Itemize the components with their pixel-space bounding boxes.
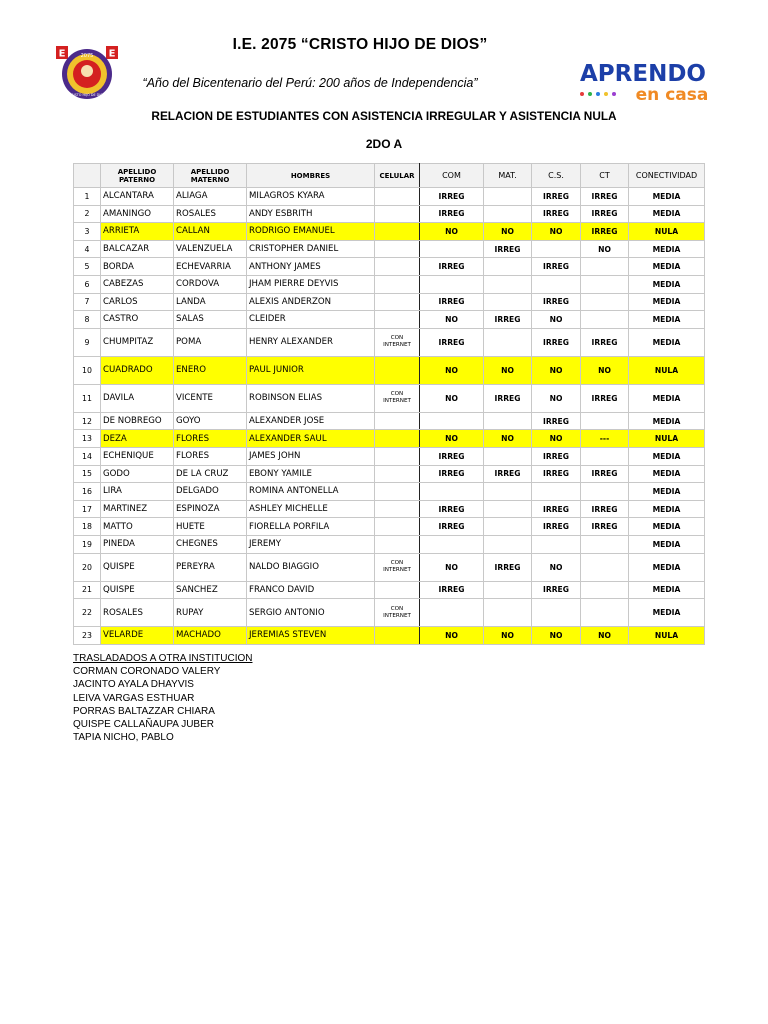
apellido-paterno-cell: QUISPE [101,553,174,581]
row-number: 8 [74,311,101,329]
conectividad-cell: NULA [629,430,705,448]
hombres-cell: PAUL JUNIOR [247,356,375,384]
cs-cell: IRREG [532,328,581,356]
com-cell: NO [420,627,484,645]
celular-cell [375,627,420,645]
cs-cell: IRREG [532,500,581,518]
table-row [74,311,705,329]
row-number: 11 [74,384,101,412]
col-cs: C.S. [532,164,581,188]
table-row [74,328,705,356]
celular-cell [375,188,420,206]
col-mat: MAT. [484,164,532,188]
conectividad-cell: MEDIA [629,293,705,311]
ct-cell: IRREG [581,328,629,356]
celular-cell [375,483,420,501]
row-number: 15 [74,465,101,483]
row-number: 23 [74,627,101,645]
hombres-cell: NALDO BIAGGIO [247,553,375,581]
conectividad-cell: MEDIA [629,258,705,276]
celular-cell: CON INTERNET [375,599,420,627]
com-cell: IRREG [420,188,484,206]
celular-cell [375,240,420,258]
conectividad-cell: MEDIA [629,412,705,430]
transfer-name: JACINTO AYALA DHAYVIS [73,679,194,691]
com-cell: NO [420,430,484,448]
conectividad-cell: NULA [629,627,705,645]
ct-cell [581,447,629,465]
celular-cell [375,581,420,599]
conectividad-cell: MEDIA [629,553,705,581]
school-title: I.E. 2075 “CRISTO HIJO DE DIOS” [232,36,488,53]
hombres-cell: ANDY ESBRITH [247,205,375,223]
conectividad-cell: MEDIA [629,205,705,223]
apellido-paterno-cell: ARRIETA [101,223,174,241]
cs-cell: IRREG [532,188,581,206]
table-row [74,240,705,258]
conectividad-cell: MEDIA [629,275,705,293]
ct-cell: NO [581,356,629,384]
cs-cell: IRREG [532,258,581,276]
com-cell: NO [420,223,484,241]
mat-cell: IRREG [484,311,532,329]
ct-cell: IRREG [581,223,629,241]
table-row [74,599,705,627]
apellido-materno-cell: MACHADO [174,627,247,645]
mat-cell [484,258,532,276]
col-ct: CT [581,164,629,188]
celular-cell [375,258,420,276]
com-cell: NO [420,553,484,581]
apellido-paterno-cell: CHUMPITAZ [101,328,174,356]
mat-cell [484,188,532,206]
mat-cell [484,447,532,465]
row-number: 18 [74,518,101,536]
cs-cell: NO [532,356,581,384]
table-row [74,627,705,645]
ct-cell [581,581,629,599]
mat-cell [484,535,532,553]
table-row [74,581,705,599]
com-cell: IRREG [420,500,484,518]
crest-letter-left: E [58,48,66,60]
cs-cell: IRREG [532,412,581,430]
apellido-paterno-cell: AMANINGO [101,205,174,223]
apellido-materno-cell: FLORES [174,430,247,448]
crest-year: 2075 [80,53,94,59]
hombres-cell: JEREMY [247,535,375,553]
apellido-materno-cell: DELGADO [174,483,247,501]
table-row [74,293,705,311]
apellido-paterno-cell: BALCAZAR [101,240,174,258]
conectividad-cell: MEDIA [629,599,705,627]
mat-cell [484,275,532,293]
conectividad-cell: NULA [629,223,705,241]
mat-cell [484,500,532,518]
hombres-cell: ASHLEY MICHELLE [247,500,375,518]
apellido-paterno-cell: CUADRADO [101,356,174,384]
apellido-materno-cell: FLORES [174,447,247,465]
apellido-materno-cell: POMA [174,328,247,356]
logo-top-text: APRENDO [580,61,706,87]
com-cell: NO [420,356,484,384]
apellido-materno-cell: GOYO [174,412,247,430]
ct-cell [581,483,629,501]
ct-cell [581,553,629,581]
apellido-materno-cell: ROSALES [174,205,247,223]
mat-cell: NO [484,356,532,384]
apellido-materno-cell: RUPAY [174,599,247,627]
ct-cell [581,258,629,276]
ct-cell [581,535,629,553]
ct-cell [581,599,629,627]
table-row [74,500,705,518]
apellido-materno-cell: ENERO [174,356,247,384]
table-row [74,223,705,241]
col-hombres: HOMBRES [247,164,375,188]
transfer-name: QUISPE CALLAÑAUPA JUBER [73,719,214,731]
conectividad-cell: MEDIA [629,465,705,483]
celular-cell [375,412,420,430]
apellido-materno-cell: VICENTE [174,384,247,412]
conectividad-cell: MEDIA [629,483,705,501]
conectividad-cell: MEDIA [629,447,705,465]
row-number: 17 [74,500,101,518]
row-number: 16 [74,483,101,501]
ct-cell [581,311,629,329]
hombres-cell: HENRY ALEXANDER [247,328,375,356]
conectividad-cell: MEDIA [629,384,705,412]
conectividad-cell: MEDIA [629,240,705,258]
hombres-cell: RODRIGO EMANUEL [247,223,375,241]
celular-cell [375,293,420,311]
ct-cell: NO [581,240,629,258]
hombres-cell: FIORELLA PORFILA [247,518,375,536]
celular-cell: CON INTERNET [375,328,420,356]
com-cell [420,599,484,627]
celular-cell [375,205,420,223]
table-row [74,483,705,501]
apellido-materno-cell: SALAS [174,311,247,329]
transfers-section [73,652,373,744]
apellido-materno-cell: VALENZUELA [174,240,247,258]
hombres-cell: CLEIDER [247,311,375,329]
ct-cell [581,275,629,293]
table-row [74,447,705,465]
table-row [74,356,705,384]
conectividad-cell: MEDIA [629,518,705,536]
apellido-paterno-cell: PINEDA [101,535,174,553]
hombres-cell: ROMINA ANTONELLA [247,483,375,501]
mat-cell [484,293,532,311]
apellido-materno-cell: DE LA CRUZ [174,465,247,483]
row-number: 6 [74,275,101,293]
com-cell [420,412,484,430]
ct-cell [581,293,629,311]
row-number: 22 [74,599,101,627]
cs-cell [532,275,581,293]
row-number: 14 [74,447,101,465]
table-row [74,412,705,430]
mat-cell: IRREG [484,384,532,412]
com-cell [420,275,484,293]
hombres-cell: JAMES JOHN [247,447,375,465]
cs-cell: NO [532,553,581,581]
row-number: 21 [74,581,101,599]
apellido-materno-cell: CORDOVA [174,275,247,293]
mat-cell: NO [484,430,532,448]
hombres-cell: ALEXIS ANDERZON [247,293,375,311]
table-row [74,465,705,483]
ct-cell: --- [581,430,629,448]
com-cell [420,483,484,501]
celular-cell [375,535,420,553]
table-row [74,258,705,276]
row-number: 2 [74,205,101,223]
celular-cell: CON INTERNET [375,553,420,581]
apellido-materno-cell: SANCHEZ [174,581,247,599]
com-cell: NO [420,311,484,329]
conectividad-cell: MEDIA [629,188,705,206]
com-cell: IRREG [420,205,484,223]
mat-cell [484,599,532,627]
school-crest-icon [54,44,120,102]
apellido-materno-cell: HUETE [174,518,247,536]
table-row [74,553,705,581]
celular-cell: CON INTERNET [375,384,420,412]
apellido-paterno-cell: CASTRO [101,311,174,329]
apellido-materno-cell: PEREYRA [174,553,247,581]
ct-cell [581,412,629,430]
com-cell: IRREG [420,328,484,356]
apellido-paterno-cell: BORDA [101,258,174,276]
attendance-table [73,163,705,645]
hombres-cell: ALEXANDER JOSE [247,412,375,430]
row-number: 5 [74,258,101,276]
cs-cell: IRREG [532,518,581,536]
table-row [74,384,705,412]
cs-cell: NO [532,311,581,329]
logo-bottom-text: en casa [635,85,709,102]
apellido-materno-cell: LANDA [174,293,247,311]
transfers-title: TRASLADADOS A OTRA INSTITUCION [73,653,253,664]
apellido-paterno-cell: LIRA [101,483,174,501]
mat-cell [484,483,532,501]
hombres-cell: FRANCO DAVID [247,581,375,599]
conectividad-cell: NULA [629,356,705,384]
table-body [74,188,705,645]
transfer-name: LEIVA VARGAS ESTHUAR [73,692,195,704]
apellido-paterno-cell: DEZA [101,430,174,448]
apellido-paterno-cell: CABEZAS [101,275,174,293]
transfer-name: TAPIA NICHO, PABLO [73,732,174,744]
col-conectividad: CONECTIVIDAD [629,164,705,188]
cs-cell: IRREG [532,447,581,465]
cs-cell: NO [532,627,581,645]
conectividad-cell: MEDIA [629,581,705,599]
apellido-paterno-cell: ALCANTARA [101,188,174,206]
cs-cell: IRREG [532,293,581,311]
mat-cell [484,205,532,223]
row-number: 1 [74,188,101,206]
conectividad-cell: MEDIA [629,535,705,553]
com-cell: NO [420,384,484,412]
apellido-paterno-cell: ECHENIQUE [101,447,174,465]
celular-cell [375,465,420,483]
cs-cell: NO [532,384,581,412]
row-number: 4 [74,240,101,258]
hombres-cell: JEREMIAS STEVEN [247,627,375,645]
aprendo-en-casa-logo [572,60,714,102]
ct-cell: IRREG [581,188,629,206]
apellido-paterno-cell: VELARDE [101,627,174,645]
hombres-cell: JHAM PIERRE DEYVIS [247,275,375,293]
celular-cell [375,447,420,465]
com-cell: IRREG [420,258,484,276]
cs-cell: IRREG [532,465,581,483]
cs-cell [532,599,581,627]
row-number: 19 [74,535,101,553]
com-cell [420,240,484,258]
apellido-paterno-cell: QUISPE [101,581,174,599]
celular-cell [375,275,420,293]
apellido-paterno-cell: ROSALES [101,599,174,627]
hombres-cell: EBONY YAMILE [247,465,375,483]
table-row [74,275,705,293]
apellido-materno-cell: ESPINOZA [174,500,247,518]
transfer-name: PORRAS BALTAZZAR CHIARA [73,705,215,717]
cs-cell: IRREG [532,581,581,599]
cs-cell [532,240,581,258]
row-number: 20 [74,553,101,581]
col-apellido-paterno: APELLIDO PATERNO [101,164,174,188]
table-row [74,535,705,553]
conectividad-cell: MEDIA [629,311,705,329]
row-number: 12 [74,412,101,430]
hombres-cell: ANTHONY JAMES [247,258,375,276]
apellido-paterno-cell: MATTO [101,518,174,536]
report-title: RELACION DE ESTUDIANTES CON ASISTENCIA IRREGULAR Y ASISTENCIA NULA [151,109,617,123]
row-number: 3 [74,223,101,241]
table-row [74,518,705,536]
col-com: COM [420,164,484,188]
ct-cell: NO [581,627,629,645]
cs-cell: IRREG [532,205,581,223]
cs-cell [532,483,581,501]
cs-cell [532,535,581,553]
apellido-materno-cell: ALIAGA [174,188,247,206]
col-celular: CELULAR [375,164,420,188]
mat-cell: IRREG [484,240,532,258]
com-cell [420,535,484,553]
celular-cell [375,223,420,241]
table-row [74,205,705,223]
celular-cell [375,311,420,329]
conectividad-cell: MEDIA [629,500,705,518]
table-row [74,188,705,206]
apellido-paterno-cell: MARTINEZ [101,500,174,518]
crest-letter-right: E [108,48,116,60]
mat-cell [484,581,532,599]
ct-cell: IRREG [581,518,629,536]
com-cell: IRREG [420,518,484,536]
mat-cell: NO [484,223,532,241]
table-header-row [74,164,705,188]
transfer-name: CORMAN CORONADO VALERY [73,666,221,678]
mat-cell [484,412,532,430]
apellido-paterno-cell: DAVILA [101,384,174,412]
ct-cell: IRREG [581,205,629,223]
apellido-paterno-cell: GODO [101,465,174,483]
section-label: 2DO A [365,137,403,151]
col-apellido-materno: APELLIDO MATERNO [174,164,247,188]
apellido-materno-cell: ECHEVARRIA [174,258,247,276]
mat-cell [484,518,532,536]
row-number: 13 [74,430,101,448]
com-cell: IRREG [420,447,484,465]
celular-cell [375,500,420,518]
mat-cell: IRREG [484,553,532,581]
crest-caption: CRISTO HIJO DE DIOS [68,93,106,97]
row-number: 10 [74,356,101,384]
hombres-cell: ALEXANDER SAUL [247,430,375,448]
cs-cell: NO [532,430,581,448]
com-cell: IRREG [420,581,484,599]
apellido-materno-cell: CALLAN [174,223,247,241]
apellido-paterno-cell: CARLOS [101,293,174,311]
conectividad-cell: MEDIA [629,328,705,356]
celular-cell [375,356,420,384]
apellido-materno-cell: CHEGNES [174,535,247,553]
hombres-cell: SERGIO ANTONIO [247,599,375,627]
row-number: 7 [74,293,101,311]
com-cell: IRREG [420,465,484,483]
hombres-cell: MILAGROS KYARA [247,188,375,206]
row-number: 9 [74,328,101,356]
year-motto: “Año del Bicentenario del Perú: 200 años de Independencia” [142,76,478,90]
hombres-cell: ROBINSON ELIAS [247,384,375,412]
table-row [74,430,705,448]
ct-cell: IRREG [581,465,629,483]
mat-cell: NO [484,627,532,645]
col-number [74,164,101,188]
celular-cell [375,518,420,536]
cs-cell: NO [532,223,581,241]
celular-cell [375,430,420,448]
apellido-paterno-cell: DE NOBREGO [101,412,174,430]
hombres-cell: CRISTOPHER DANIEL [247,240,375,258]
ct-cell: IRREG [581,384,629,412]
mat-cell: IRREG [484,465,532,483]
com-cell: IRREG [420,293,484,311]
ct-cell: IRREG [581,500,629,518]
mat-cell [484,328,532,356]
